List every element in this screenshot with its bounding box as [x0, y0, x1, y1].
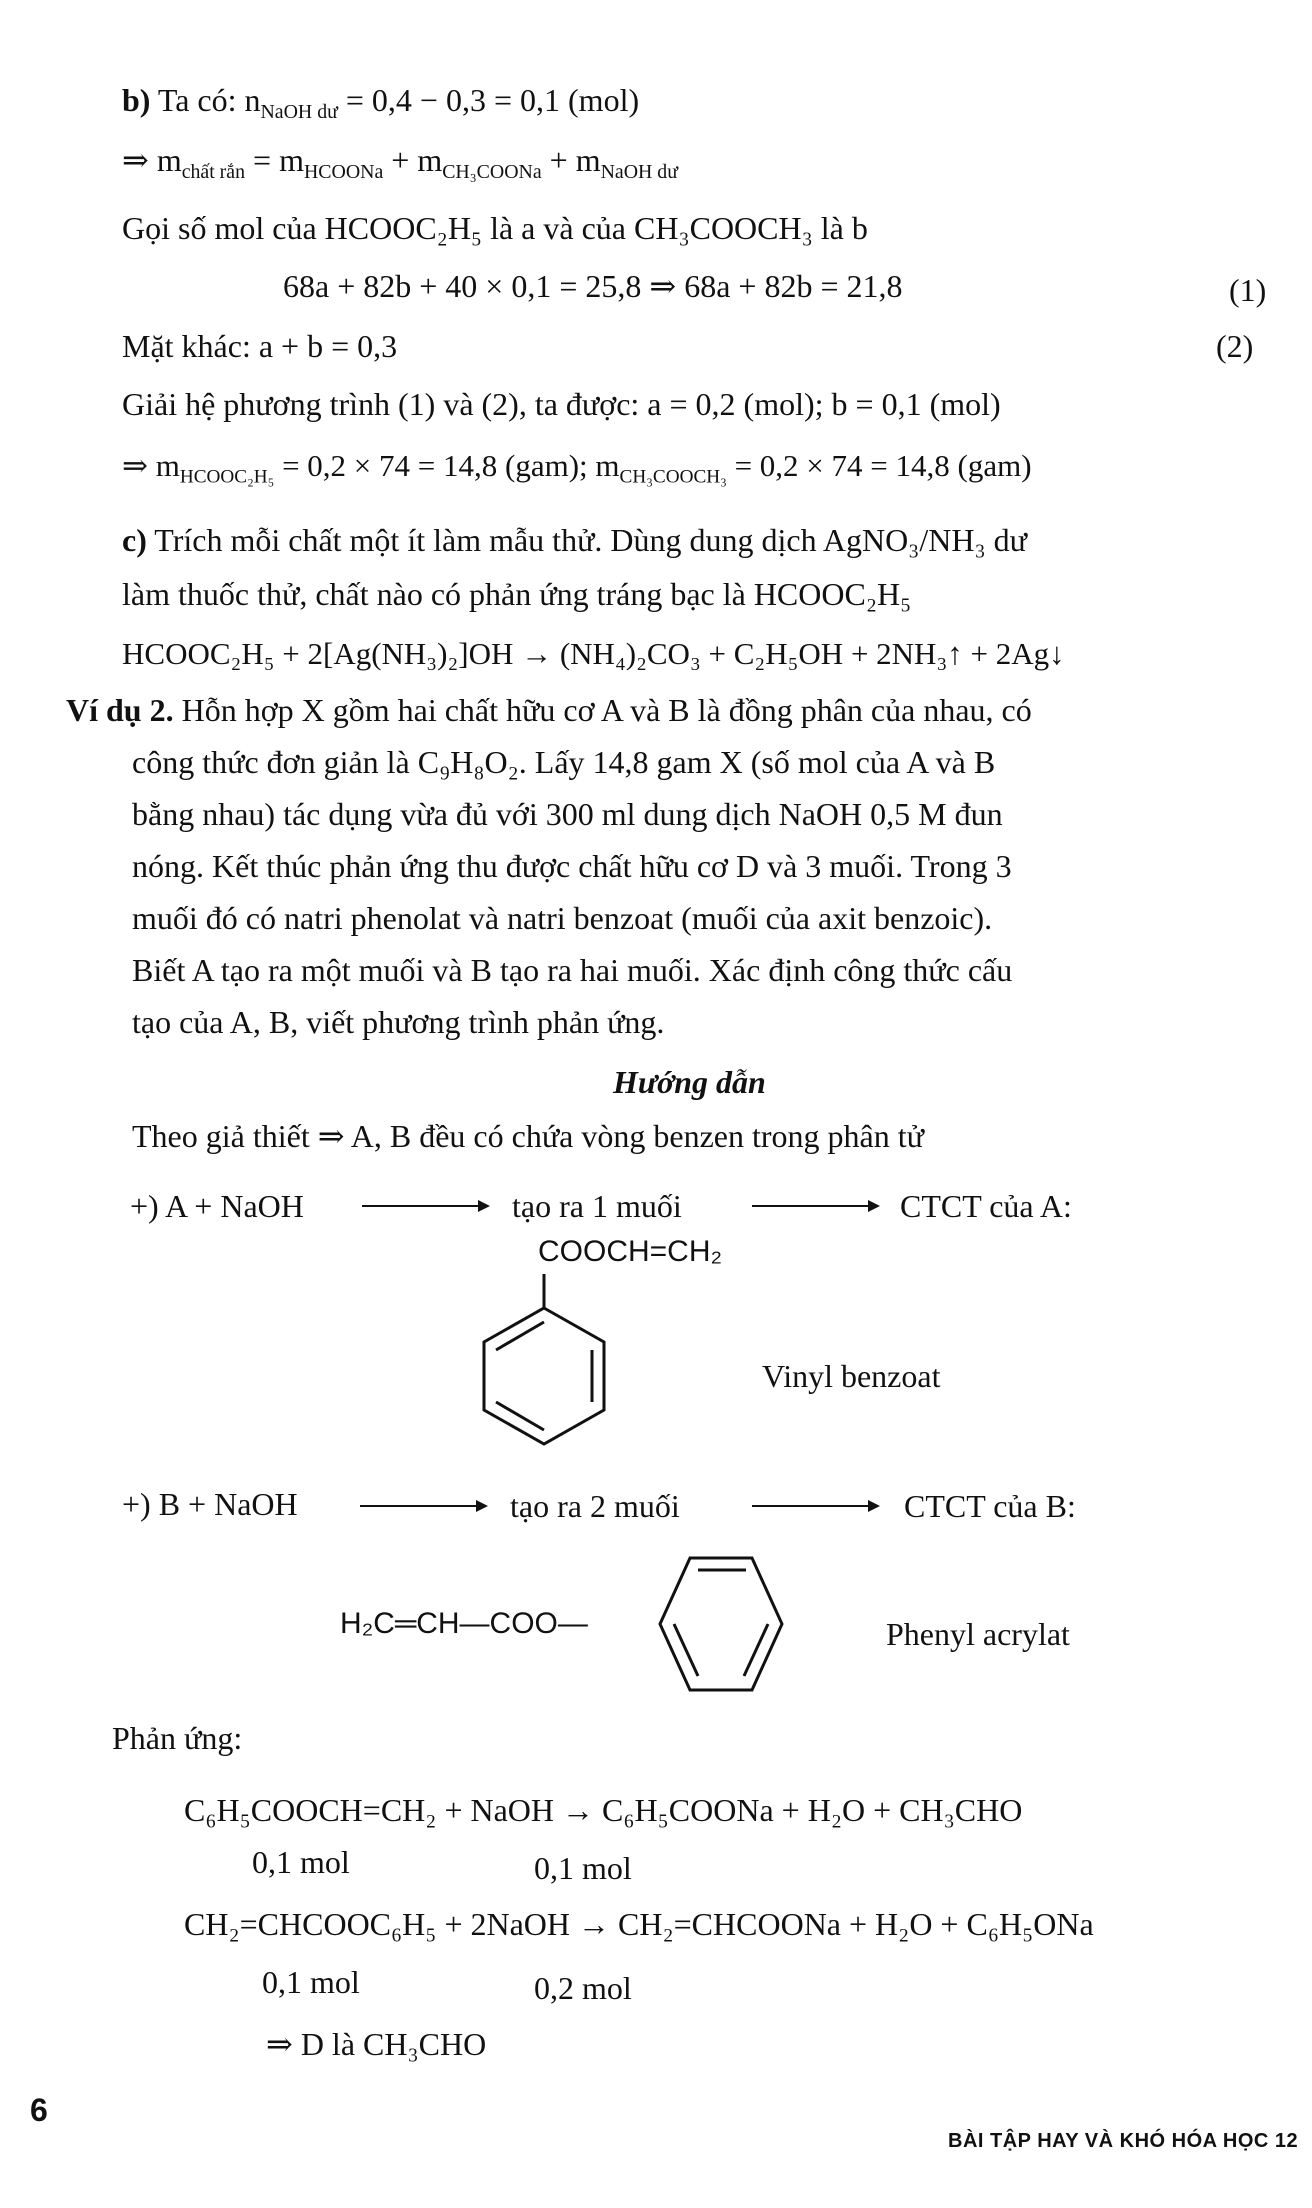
part-b-line-6: Giải hệ phương trình (1) và (2), ta được: a = 0,2 (mol); b = 0,1 (mol) [122, 386, 1001, 422]
compound-a-right: CTCT của A: [900, 1188, 1072, 1224]
compound-a-mid: tạo ra 1 muối [512, 1188, 682, 1224]
compound-b-right: CTCT của B: [904, 1488, 1076, 1524]
compound-b-chain: H₂C═CH—COO— [340, 1607, 588, 1640]
example-2-line-4: nóng. Kết thúc phản ứng thu được chất hữu cơ D và 3 muối. Trong 3 [132, 848, 1012, 884]
guide-heading: Hướng dẫn [613, 1064, 766, 1100]
result-prefix: ⇒ m [122, 448, 180, 483]
mass-sub-naoh: NaOH dư [600, 160, 678, 183]
example-2-line-3: bằng nhau) tác dụng vừa đủ với 300 ml dung dịch NaOH 0,5 M đun [132, 796, 1003, 832]
example-2-line-6: Biết A tạo ra một muối và B tạo ra hai muối. Xác định công thức cấu [132, 952, 1013, 988]
mass-eq: = m [245, 142, 304, 178]
reaction-1-mol-a: 0,1 mol [252, 1844, 350, 1880]
example-2-line-5: muối đó có natri phenolat và natri benzoat (muối của axit benzoic). [132, 900, 993, 936]
reaction-1: C₆H₅COOCH=CH₂ + NaOH → C₆H₅COONa + H₂O + CH₃CHO [184, 1792, 1023, 1828]
example-2-line-1 [66, 690, 1032, 730]
compound-a-substituent: COOCH=CH₂ [538, 1235, 723, 1268]
reactions-heading: Phản ứng: [112, 1720, 243, 1756]
arrow-right-icon [362, 1196, 492, 1216]
example-2-text-1: Hỗn hợp X gồm hai chất hữu cơ A và B là đồng phân của nhau, có [181, 692, 1032, 728]
equation-2: Mặt khác: a + b = 0,3 [122, 328, 398, 364]
result-sub-2: CH₃COOCH₃ [619, 466, 727, 488]
page-number: 6 [30, 2092, 48, 2128]
reaction-2: CH₂=CHCOOC₆H₅ + 2NaOH → CH₂=CHCOONa + H₂O + C₆H₅ONa [184, 1906, 1094, 1942]
part-b-label: b) [122, 82, 151, 118]
reaction-2-mol-a: 0,1 mol [262, 1964, 360, 2000]
part-b-line-7 [122, 446, 1032, 486]
example-2-label: Ví dụ 2. [66, 692, 174, 728]
part-b-sub: NaOH dư [260, 100, 338, 123]
part-b-line-2 [122, 140, 678, 183]
mass-plus-2: + m [541, 142, 601, 178]
arrow-right-icon [752, 1496, 882, 1516]
part-c-label: c) [122, 522, 147, 558]
equation-1: 68a + 82b + 40 × 0,1 = 25,8 ⇒ 68a + 82b = 21,8 [283, 268, 903, 304]
result-mid: = 0,2 × 74 = 14,8 (gam); m [274, 448, 620, 483]
reaction-2-mol-b: 0,2 mol [534, 1970, 632, 2006]
part-c-text-1: Trích mỗi chất một ít làm mẫu thử. Dùng dung dịch AgNO₃/NH₃ dư [154, 522, 1027, 558]
compound-b-mid: tạo ra 2 muối [510, 1488, 680, 1524]
part-b-text: Ta có: n [157, 82, 261, 118]
conclusion: ⇒ D là CH₃CHO [266, 2026, 487, 2062]
benzene-ring-a [480, 1270, 620, 1450]
equation-2-number: (2) [1216, 328, 1254, 364]
arrow-right-icon [752, 1196, 882, 1216]
result-sub-1: HCOOC₂H₅ [179, 466, 275, 488]
example-2-line-2: công thức đơn giản là C₉H₈O₂. Lấy 14,8 gam X (số mol của A và B [132, 744, 996, 780]
mass-prefix: ⇒ m [122, 142, 182, 178]
part-c-line-2: làm thuốc thử, chất nào có phản ứng tráng bạc là HCOOC₂H₅ [122, 576, 912, 612]
compound-a-name: Vinyl benzoat [762, 1358, 941, 1394]
mass-sub-ch3coona: CH₃COONa [442, 160, 542, 183]
part-c-line-3: HCOOC₂H₅ + 2[Ag(NH₃)₂]OH → (NH₄)₂CO₃ + C₂H₅OH + 2NH₃↑ + 2Ag↓ [122, 636, 1065, 671]
arrow-right-icon [360, 1496, 490, 1516]
guide-line-1: Theo giả thiết ⇒ A, B đều có chứa vòng benzen trong phân tử [132, 1118, 924, 1154]
book-title: BÀI TẬP HAY VÀ KHÓ HÓA HỌC 12 [948, 2130, 1299, 2152]
equation-1-number: (1) [1229, 272, 1267, 308]
part-c-line-1 [122, 520, 1027, 560]
compound-b-name: Phenyl acrylat [886, 1616, 1070, 1652]
compound-b-left: +) B + NaOH [122, 1486, 298, 1522]
part-b-line-1 [122, 80, 640, 123]
result-end: = 0,2 × 74 = 14,8 (gam) [726, 448, 1032, 483]
part-b-line-3: Gọi số mol của HCOOC₂H₅ là a và của CH₃COOCH₃ là b [122, 210, 868, 246]
compound-a-left: +) A + NaOH [130, 1188, 304, 1224]
mass-sub-hcoona: HCOONa [303, 160, 384, 183]
part-b-rest: = 0,4 − 0,3 = 0,1 (mol) [337, 82, 640, 118]
mass-sub-solid: chất rắn [181, 160, 246, 183]
reaction-1-mol-b: 0,1 mol [534, 1850, 632, 1886]
benzene-ring-b [636, 1548, 786, 1708]
example-2-line-7: tạo của A, B, viết phương trình phản ứng. [132, 1004, 665, 1040]
mass-plus-1: + m [383, 142, 443, 178]
